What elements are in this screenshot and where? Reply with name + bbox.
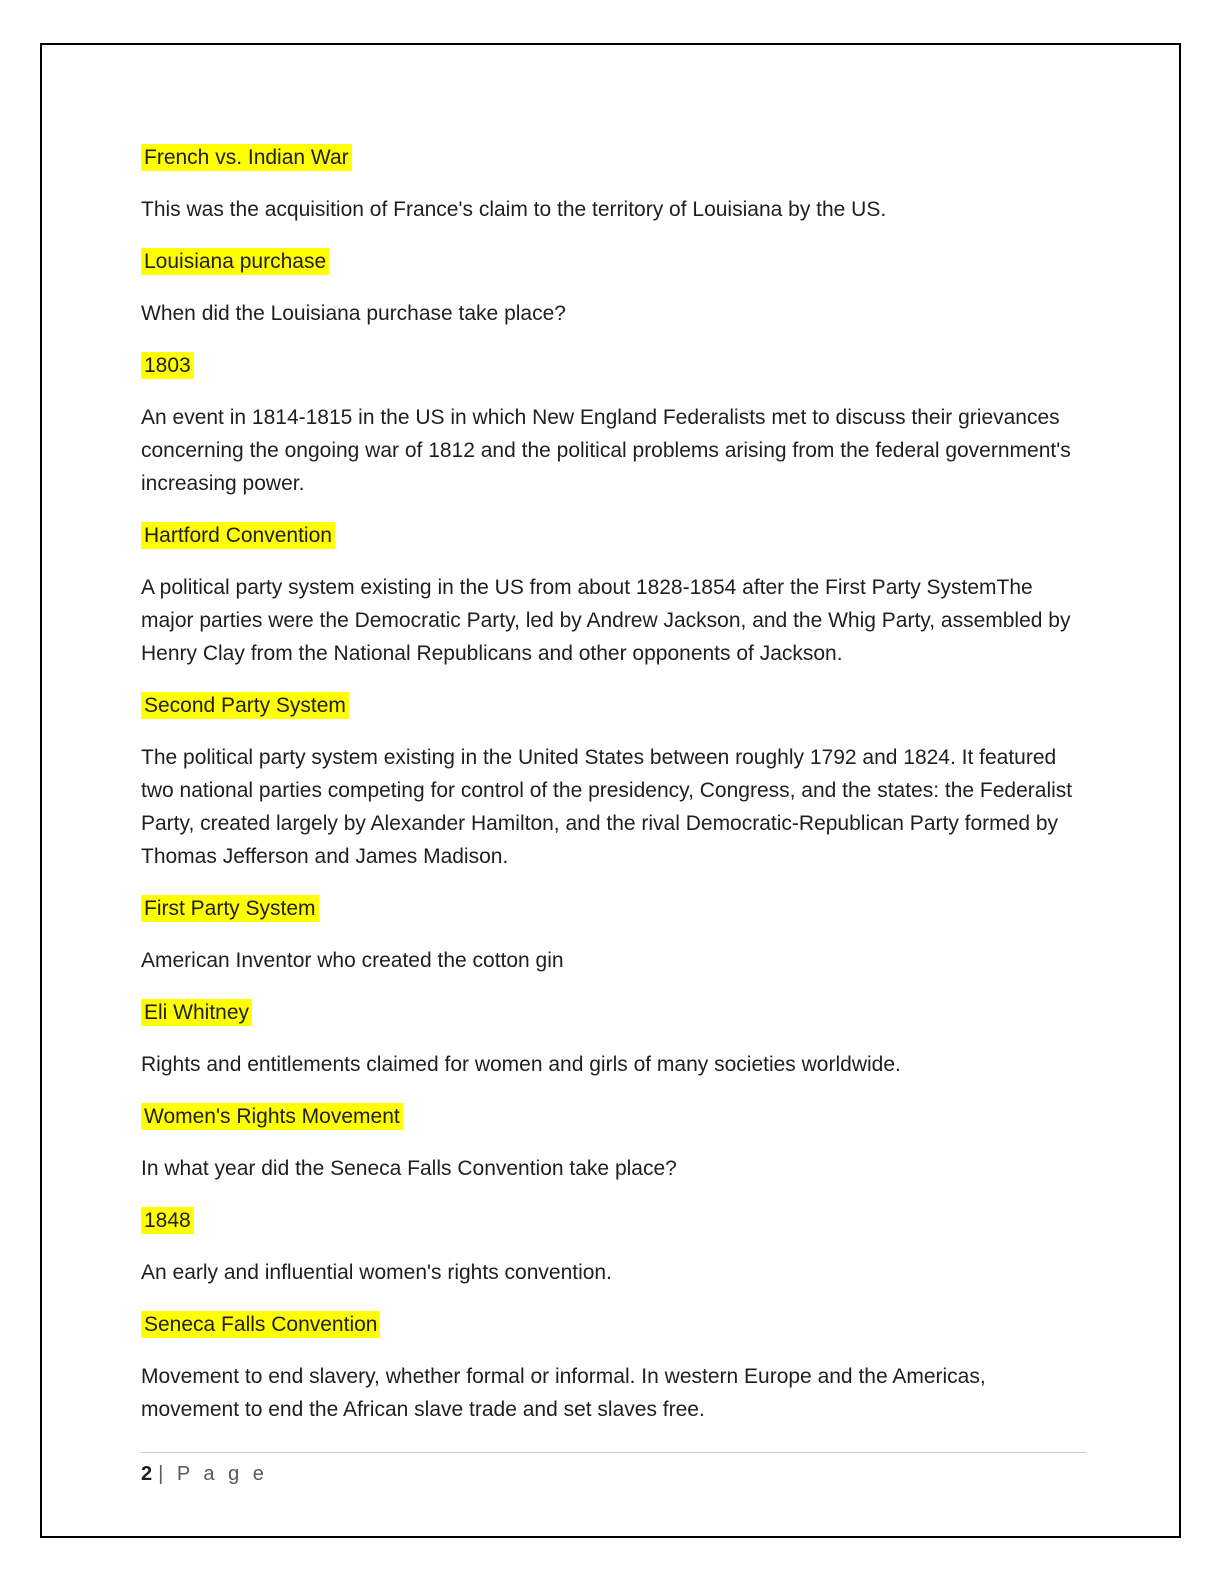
highlighted-term: Second Party System bbox=[141, 692, 349, 719]
term-paragraph bbox=[141, 1308, 1086, 1341]
definition-paragraph: The political party system existing in the United States between roughly 1792 and 1824. It featured two national parties competing for control of the presidency, Congress, and the states: the Federalist Party, created largely by Alexander Hamilton, and the rival Democratic-Republican Party formed by Thomas Jefferson and James Madison. bbox=[141, 746, 1073, 868]
definition-paragraph: This was the acquisition of France's claim to the territory of Louisiana by the US. bbox=[141, 198, 887, 221]
document-body bbox=[141, 141, 1086, 1445]
highlighted-term: Hartford Convention bbox=[141, 522, 335, 549]
footer-page-number: 2 bbox=[141, 1463, 153, 1485]
definition-paragraph: In what year did the Seneca Falls Convention take place? bbox=[141, 1157, 677, 1180]
definition-paragraph: Rights and entitlements claimed for women and girls of many societies worldwide. bbox=[141, 1053, 901, 1076]
term-paragraph bbox=[141, 519, 1086, 552]
definition-paragraph: A political party system existing in the US from about 1828-1854 after the First Party SystemThe major parties were the Democratic Party, led by Andrew Jackson, and the Whig Party, assembled by Henry Clay from the National Republicans and other opponents of Jackson. bbox=[141, 576, 1071, 665]
footer-page-label: | P a g e bbox=[158, 1463, 268, 1485]
term-paragraph bbox=[141, 245, 1086, 278]
footer-text bbox=[141, 1463, 1086, 1486]
highlighted-term: Seneca Falls Convention bbox=[141, 1311, 380, 1338]
definition-paragraph: American Inventor who created the cotton gin bbox=[141, 949, 564, 972]
definition-paragraph: When did the Louisiana purchase take place? bbox=[141, 302, 566, 325]
definition-paragraph: An early and influential women's rights convention. bbox=[141, 1261, 612, 1284]
highlighted-term: French vs. Indian War bbox=[141, 144, 352, 171]
definition-paragraph: An event in 1814-1815 in the US in which New England Federalists met to discuss their grievances concerning the ongoing war of 1812 and the political problems arising from the federal government's increasing power. bbox=[141, 406, 1071, 495]
highlighted-term: Women's Rights Movement bbox=[141, 1103, 403, 1130]
highlighted-term: Louisiana purchase bbox=[141, 248, 329, 275]
definition-paragraph: Movement to end slavery, whether formal or informal. In western Europe and the Americas, movement to end the African slave trade and set slaves free. bbox=[141, 1365, 986, 1421]
term-paragraph bbox=[141, 689, 1086, 722]
term-paragraph bbox=[141, 1100, 1086, 1133]
term-paragraph bbox=[141, 141, 1086, 174]
term-paragraph bbox=[141, 892, 1086, 925]
page-footer bbox=[141, 1452, 1086, 1486]
term-paragraph bbox=[141, 996, 1086, 1029]
highlighted-term: 1803 bbox=[141, 352, 194, 379]
term-paragraph bbox=[141, 349, 1086, 382]
highlighted-term: Eli Whitney bbox=[141, 999, 252, 1026]
footer-divider bbox=[141, 1452, 1086, 1453]
highlighted-term: First Party System bbox=[141, 895, 319, 922]
highlighted-term: 1848 bbox=[141, 1207, 194, 1234]
term-paragraph bbox=[141, 1204, 1086, 1237]
